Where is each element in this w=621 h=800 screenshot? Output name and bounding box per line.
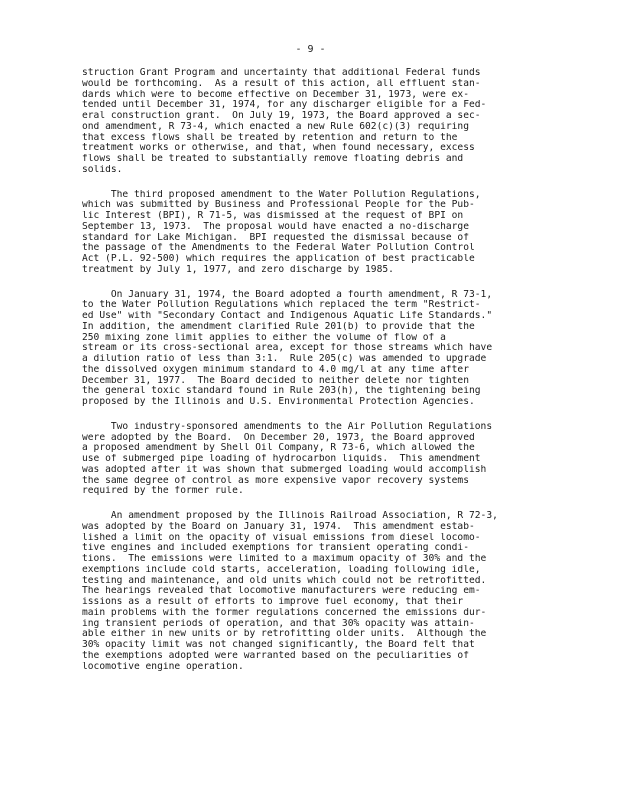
- text-line: The hearings revealed that locomotive manufacturers were reducing em-: [82, 586, 481, 597]
- text-line: struction Grant Program and uncertainty that additional Federal funds: [82, 68, 481, 78]
- text-line: lished a limit on the opacity of visual emissions from diesel locomo-: [82, 532, 481, 543]
- paragraph-bpi-dismissal: [82, 190, 560, 276]
- text-line: lic Interest (BPI), R 71-5, was dismissed at the request of BPI on: [82, 211, 464, 221]
- text-line: a dilution ratio of less than 3:1. Rule 205(c) was amended to upgrade: [82, 354, 487, 364]
- text-line: In addition, the amendment clarified Rule 201(b) to provide that the: [82, 321, 475, 332]
- text-line: a proposed amendment by Shell Oil Company, R 73-6, which allowed the: [82, 443, 475, 454]
- text-line: was adopted after it was shown that submerged loading would accomplish: [82, 464, 487, 475]
- text-line: the general toxic standard found in Rule 203(h), the tightening being: [82, 386, 481, 397]
- text-line: locomotive engine operation.: [82, 661, 244, 672]
- paragraph-fourth-amendment: [82, 290, 560, 408]
- text-line: proposed by the Illinois and U.S. Environmental Protection Agencies.: [82, 397, 475, 407]
- text-line: able either in new units or by retrofitting older units. Although the: [82, 629, 487, 640]
- text-line: treatment works or otherwise, and that, when found necessary, excess: [82, 143, 475, 154]
- text-line: An amendment proposed by the Illinois Railroad Association, R 72-3,: [82, 511, 498, 521]
- text-line: ed Use" with "Secondary Contact and Indigenous Aquatic Life Standards.": [82, 311, 493, 321]
- text-line: On January 31, 1974, the Board adopted a fourth amendment, R 73-1,: [82, 289, 493, 300]
- text-line: the exemptions adopted were warranted based on the peculiarities of: [82, 650, 469, 661]
- text-line: tive engines and included exemptions for transient operating condi-: [82, 543, 469, 554]
- text-line: exemptions include cold starts, acceleration, loading following idle,: [82, 564, 481, 575]
- text-line: Two industry-sponsored amendments to the Air Pollution Regulations: [82, 421, 493, 432]
- text-line: testing and maintenance, and old units which could not be retrofitted.: [82, 575, 487, 586]
- text-line: to the Water Pollution Regulations which replaced the term "Restrict-: [82, 300, 481, 311]
- text-line: was adopted by the Board on January 31, 1974. This amendment estab-: [82, 521, 475, 532]
- text-line: were adopted by the Board. On December 20, 1973, the Board approved: [82, 432, 475, 443]
- text-line: Act (P.L. 92-500) which requires the application of best practicable: [82, 254, 475, 264]
- text-line: flows shall be treated to substantially remove floating debris and: [82, 154, 464, 164]
- text-line: solids.: [82, 164, 123, 175]
- text-line: issions as a result of efforts to improve fuel economy, that their: [82, 597, 464, 607]
- text-line: standard for Lake Michigan. BPI requested the dismissal because of: [82, 232, 469, 243]
- text-line: tions. The emissions were limited to a maximum opacity of 30% and the: [82, 554, 487, 564]
- paragraph-federal-grants: [82, 68, 560, 176]
- text-line: required by the former rule.: [82, 486, 244, 497]
- text-line: main problems with the former regulations concerned the emissions dur-: [82, 607, 487, 618]
- text-line: dards which were to become effective on December 31, 1973, were ex-: [82, 89, 469, 100]
- text-line: 250 mixing zone limit applies to either the volume of flow of a: [82, 332, 446, 343]
- text-line: the same degree of control as more expensive vapor recovery systems: [82, 475, 469, 486]
- text-line: stream or its cross-sectional area, except for those streams which have: [82, 343, 493, 354]
- text-line: that excess flows shall be treated by retention and return to the: [82, 132, 458, 143]
- text-line: The third proposed amendment to the Water Pollution Regulations,: [82, 189, 481, 200]
- text-line: ing transient periods of operation, and that 30% opacity was attain-: [82, 618, 475, 629]
- page-number: - 9 -: [295, 44, 326, 55]
- text-line: December 31, 1977. The Board decided to neither delete nor tighten: [82, 375, 469, 386]
- text-line: the dissolved oxygen minimum standard to 4.0 mg/l at any time after: [82, 364, 469, 375]
- text-line: would be forthcoming. As a result of this action, all effluent stan-: [82, 78, 481, 89]
- paragraph-air-pollution-amendments: [82, 422, 560, 497]
- paragraph-railroad-amendment: [82, 511, 560, 672]
- text-line: treatment by July 1, 1977, and zero discharge by 1985.: [82, 264, 394, 275]
- text-line: 30% opacity limit was not changed significantly, the Board felt that: [82, 640, 475, 650]
- body-text: [82, 68, 560, 686]
- text-line: the passage of the Amendments to the Federal Water Pollution Control: [82, 243, 475, 254]
- text-line: use of submerged pipe loading of hydrocarbon liquids. This amendment: [82, 454, 481, 464]
- text-line: tended until December 31, 1974, for any discharger eligible for a Fed-: [82, 100, 487, 111]
- text-line: ond amendment, R 73-4, which enacted a new Rule 602(c)(3) requiring: [82, 121, 469, 132]
- text-line: eral construction grant. On July 19, 1973, the Board approved a sec-: [82, 111, 481, 121]
- text-line: which was submitted by Business and Professional People for the Pub-: [82, 200, 475, 211]
- text-line: September 13, 1973. The proposal would have enacted a no-discharge: [82, 221, 469, 232]
